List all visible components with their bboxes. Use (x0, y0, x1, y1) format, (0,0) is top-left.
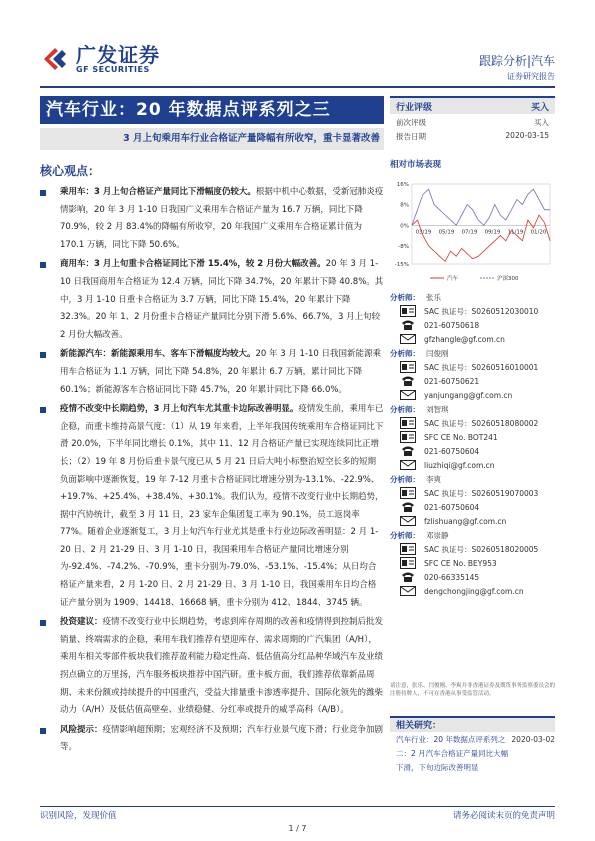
analyst-contact-row (390, 570, 555, 584)
analyst-contact-row (390, 458, 555, 472)
analyst-contact-row (390, 416, 555, 430)
paragraph-heading: 新能源汽车：新能源乘用车、客车下滑幅度均较大。 (60, 349, 256, 360)
x-tick-label: 11/19 (507, 229, 524, 236)
paragraph-heading: 商用车：3 月上旬重卡合格证同比下滑 15.4%，较 2 月份大幅改善。 (60, 259, 326, 270)
id-card-icon (400, 417, 416, 429)
rating-label: 行业评级 (396, 102, 433, 113)
related-research (390, 716, 555, 775)
paragraph-text: 20 年 3 月 1-10 日我国新能源乘用车合格证为 1.1 万辆，同比下降 54.8%，20 年累计 6.7 万辆，累计同比下降 60.1%；新能源客车合格证同比下降 45.7%，20 年累计同比下降 66.0%。 (60, 349, 382, 395)
analyst-list (390, 290, 555, 598)
analyst-license: SFC CE No. BEY953 (424, 558, 497, 568)
footer-disclaimer-note: 请务必阅读末页的免责声明 (452, 811, 555, 821)
analyst-contact-row (390, 374, 555, 388)
footer-slogan: 识别风险，发现价值 (40, 811, 117, 821)
report-subtitle: 3 月上旬乘用车行业合格证产量降幅有所收窄，重卡显著改善 (40, 128, 384, 150)
page-number: 1 / 7 (288, 824, 307, 833)
analyst-contact-row (390, 556, 555, 570)
rating-value: 买入 (530, 102, 549, 113)
paragraph-nev (40, 346, 384, 399)
paragraph-risk (40, 722, 384, 757)
analyst-email[interactable]: fzlishuang@gf.com.cn (424, 516, 507, 526)
analyst-contact-row (390, 304, 555, 318)
analyst-label: 分析师： (390, 404, 420, 414)
core-views-heading: 核心观点： (40, 164, 101, 178)
bullet-icon (40, 190, 46, 196)
analyst-label: 分析师： (390, 292, 420, 302)
paragraph-text: 疫情影响超预期；宏观经济不及预期；汽车行业景气度下滑；行业竞争加剧等。 (60, 724, 384, 753)
series-line-auto (412, 215, 550, 261)
paragraph-heading: 风险提示： (60, 724, 103, 735)
bullet-icon (40, 728, 46, 734)
report-date-row (390, 128, 555, 142)
analyst-phone: 021-60750621 (424, 376, 480, 386)
previous-rating-label: 前次评级 (396, 118, 426, 127)
paragraph-heading: 投资建议： (60, 617, 103, 628)
x-tick-label: 03/19 (415, 229, 432, 236)
analyst-label: 分析师： (390, 530, 420, 540)
analyst-license: SAC 执证号：S0260516010001 (424, 362, 539, 372)
paragraph-text: 根据中机中心数据，受新冠肺炎疫情影响，20 年 3 月 1-10 日我国广义乘用车合格证产量为 16.7 万辆，同比下降 70.9%，较 2 月 83.4%的降幅有所收窄，20 年我国广义乘用车合格证累计值为 170.1 万辆，同比下降 50.6%。 (60, 187, 384, 250)
email-icon (400, 333, 416, 345)
analyst-name-row (390, 528, 555, 542)
phone-icon (400, 571, 416, 583)
report-title: 汽车行业：20 年数据点评系列之三 (40, 96, 384, 124)
phone-icon (400, 501, 416, 513)
analyst-phone: 021-60750604 (424, 446, 480, 456)
x-tick-label: 07/19 (461, 229, 478, 236)
logo-cn-text: 广发证券 (76, 42, 160, 67)
report-date-value: 2020-03-15 (505, 131, 549, 140)
id-card-icon (400, 543, 416, 555)
email-icon (400, 515, 416, 527)
x-tick-label: 05/19 (438, 229, 455, 236)
analyst-name-row (390, 290, 555, 304)
analyst-name: 闫俊刚 (426, 348, 449, 358)
chart-plot-frame (412, 184, 550, 264)
bullet-icon (40, 352, 46, 358)
id-card-icon (400, 361, 416, 373)
paragraph-heading: 乘用车：3 月上旬合格证产量同比下滑幅度仍较大。 (60, 187, 256, 197)
analyst-contact-row (390, 486, 555, 500)
related-research-heading: 相关研究： (390, 716, 555, 732)
paragraph-text: 疫情不改变行业中长期趋势，考虑到库存周期的改善和疫情得到控制后批发销量、终端需求的企稳，乘用车我们推荐有望迎库存、需求周期的广汽集团（A/H），乘用车相关零部件板块我们推荐盈利能力稳定性高、低估值高分红品种华域汽车及业绩拐点确立的万里扬，汽车服务板块推荐中国汽研。重卡板方面，我们推荐依靠新品周期、未来份额或持续提升的中国重汽，受益大排量重卡渗透率提升、国际化领先的潍柴动力（A/H）及低估值高壁垒、业绩稳健、分红率或提升的威孚高科（A/B）。 (60, 617, 384, 716)
analyst-label: 分析师： (390, 474, 420, 484)
email-icon (400, 459, 416, 471)
analyst-license: SAC 执证号：S0260518080002 (424, 418, 539, 428)
x-tick-label: 09/19 (484, 229, 501, 236)
analyst-email[interactable]: liuzhiqi@gf.com.cn (424, 460, 495, 470)
id-card-icon (400, 557, 416, 569)
analyst-contact-row (390, 318, 555, 332)
paragraph-heading: 疫情不改变中长期趋势，3 月上旬汽车尤其重卡边际改善明显。 (60, 404, 299, 415)
analyst-name: 张乐 (426, 292, 441, 302)
analyst-phone: 021-60750618 (424, 320, 480, 330)
phone-icon (400, 445, 416, 457)
analyst-license: SAC 执证号：S0260518020005 (424, 544, 539, 554)
rating-header (390, 96, 555, 114)
report-type: 跟踪分析|汽车 (478, 54, 555, 68)
analyst-phone: 020-66335145 (424, 572, 480, 582)
phone-icon (400, 319, 416, 331)
bullet-icon (40, 620, 46, 626)
x-tick-label: 01/20 (530, 229, 547, 236)
relative-performance-title: 相对市场表现 (390, 160, 442, 170)
id-card-icon (400, 305, 416, 317)
analyst-license: SAC 执证号：S0260512030010 (424, 306, 539, 316)
analyst-name: 刘智琪 (426, 404, 449, 414)
analyst-email[interactable]: gfzhangle@gf.com.cn (424, 334, 505, 344)
phone-icon (400, 375, 416, 387)
y-tick-label: 8% (400, 202, 409, 209)
id-card-icon (400, 487, 416, 499)
id-card-icon (400, 431, 416, 443)
analyst-contact-row (390, 332, 555, 346)
previous-rating-row (390, 114, 555, 128)
paragraph-text: 疫情发生前，乘用车已企稳，而重卡维持高景气度：（1）从 19 年来看，上半年我国传统乘用车合格证同比下滑 20.0%，下半年同比增长 0.1%，其中 11、12 月合格证产量已实现连续同比正增长；（2）19 年 8 月份后重卡景气度已从 5 月 21 日后大吨小标整治短空长多的短期负面影响中逐渐恢复，19 年 7-12 月重卡合格证同比增速分别为-13.1%、-22.9%、+19.7%、+25.4%、+38.4%、+30.1%。我们认为，疫情不改变行业中长期趋势，据中汽协统计，截至 3 月 11 日，23 家车企集团复工率为 90.1%，员工返岗率 77%。随着企业逐渐复工，3 月上旬汽车行业尤其是重卡行业边际改善明显：2 月 1-20 日、2 月 21-29 日、3 月 1-10 日，我国乘用车合格证产量同比增速分别为-92.4%、-74.2%、-70.9%，重卡分别为-79.0%、-53.1%、-15.4%；从日均合格证产量来看，2 月 1-20 日、2 月 21-29 日、3 月 1-10 日，我国乘用车日均合格证产量分别为 1909、14418、16668 辆，重卡分别为 412、1844、3745 辆。 (60, 404, 384, 608)
y-tick-label: -15% (394, 262, 409, 268)
series-line-csi300 (412, 189, 550, 225)
analyst-email[interactable]: dengchongjing@gf.com.cn (424, 586, 524, 596)
analyst-contact-row (390, 514, 555, 528)
report-date-label: 报告日期 (396, 132, 426, 141)
analyst-contact-row (390, 444, 555, 458)
email-icon (400, 585, 416, 597)
footer-divider (40, 806, 555, 807)
analyst-name-row (390, 472, 555, 486)
report-category: 证券研究报告 (507, 72, 555, 81)
y-tick-label: 0% (400, 223, 409, 230)
paragraph-passenger-cars (40, 184, 384, 254)
analyst-contact-row (390, 584, 555, 598)
analyst-name: 李爽 (426, 474, 441, 484)
analyst-contact-row (390, 430, 555, 444)
paragraph-trend (40, 401, 384, 612)
analyst-contact-row (390, 500, 555, 514)
related-research-item[interactable] (390, 732, 555, 775)
gf-logo-icon (40, 44, 70, 74)
analyst-contact-row (390, 542, 555, 556)
logo-en-text: GF SECURITIES (76, 64, 150, 74)
analyst-contact-row (390, 360, 555, 374)
y-tick-label: 16% (396, 182, 409, 188)
email-icon (400, 389, 416, 401)
analyst-name-row (390, 402, 555, 416)
related-research-date: 2020-03-02 (511, 735, 555, 744)
analyst-contact-row (390, 388, 555, 402)
relative-performance-chart (390, 176, 555, 288)
y-tick-label: -8% (398, 243, 409, 250)
analyst-disclaimer: 请注意，张乐、闫俊刚、李爽并非香港证券及期货事务监察委员会的注册持牌人，不可在香港从事受监管活动。 (390, 683, 556, 697)
analyst-phone: 021-60750604 (424, 502, 480, 512)
analyst-license: SAC 执证号：S0260519070003 (424, 488, 539, 498)
paragraph-commercial-vehicles (40, 256, 384, 344)
rating-box (390, 96, 555, 142)
related-research-title[interactable]: 汽车行业：20 年数据点评系列之二：2 月汽车合格证产量同比大幅下滑，下旬边际改善明显 (396, 735, 509, 772)
bullet-icon (40, 407, 46, 413)
company-logo (40, 44, 160, 74)
core-views-body (40, 184, 384, 757)
analyst-email[interactable]: yanjungang@gf.com.cn (424, 390, 513, 400)
analyst-name: 邓崇静 (426, 530, 449, 540)
analyst-label: 分析师： (390, 348, 420, 358)
header-divider (40, 86, 555, 88)
bullet-icon (40, 262, 46, 268)
paragraph-investment-advice (40, 614, 384, 720)
previous-rating-value: 买入 (534, 118, 549, 127)
legend-label-auto: 汽车 (447, 276, 459, 282)
legend-label-csi300: 沪深300 (497, 276, 519, 282)
analyst-license: SFC CE No. BOT241 (424, 432, 498, 442)
analyst-name-row (390, 346, 555, 360)
paragraph-text: 20 年 3 月 1-10 日我国商用车合格证为 12.4 万辆，同比下降 34.7%，20 年累计下降 40.8%。其中，3 月 1-10 日重卡合格证为 3.7 万辆，同比下降 15.4%，20 年累计下降 32.3%。20 年 1、2 月份重卡合格证产量同比分别下滑 5.6%、66.7%，3 月上旬较 2 月份大幅改善。 (60, 259, 384, 340)
